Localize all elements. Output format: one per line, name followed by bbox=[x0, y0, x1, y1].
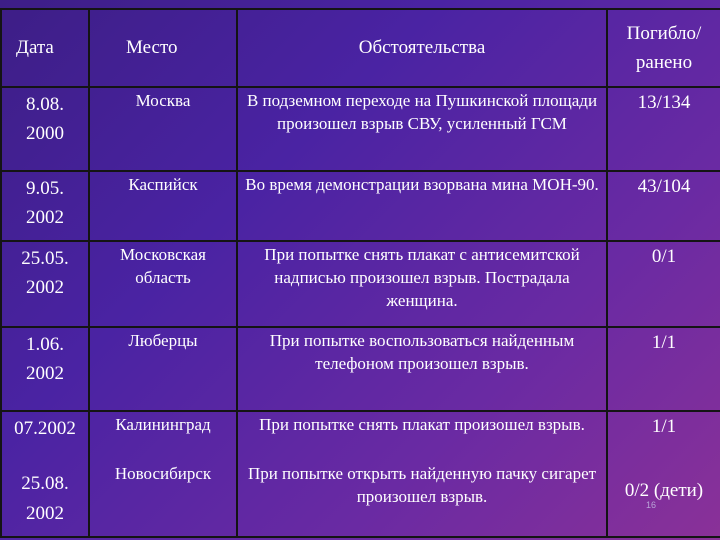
cell-casualties: 1/1 bbox=[651, 416, 677, 437]
header-circumstances: Обстоятельства bbox=[237, 9, 607, 87]
cell-place: Новосибирск bbox=[114, 463, 212, 483]
header-place: Место bbox=[89, 9, 237, 87]
cell-casualties: 0/1 bbox=[607, 241, 720, 327]
cell-date: 25.05. 2002 bbox=[1, 241, 89, 327]
cell-place-merged bbox=[89, 411, 237, 537]
cell-date: 8.08. 2000 bbox=[1, 87, 89, 171]
cell-date: 07.2002 bbox=[14, 418, 76, 439]
cell-date: 9.05. 2002 bbox=[1, 171, 89, 241]
cell-casualties: 13/134 bbox=[607, 87, 720, 171]
cell-circumstances: В подземном переходе на Пушкинской площади произошел взрыв СВУ, усиленный ГСМ bbox=[237, 87, 607, 171]
cell-place: Люберцы bbox=[89, 327, 237, 411]
table-row bbox=[1, 327, 720, 411]
cell-casualties: 43/104 bbox=[607, 171, 720, 241]
header-date: Дата bbox=[1, 9, 89, 87]
table-row bbox=[1, 171, 720, 241]
cell-circumstances: При попытке открыть найденную пачку сигарет произошел взрыв. bbox=[247, 463, 597, 506]
cell-date: 25.08. 2002 bbox=[21, 473, 69, 524]
table-row-merged bbox=[1, 411, 720, 537]
cell-place: Каспийск bbox=[89, 171, 237, 241]
cell-place: Калининград bbox=[115, 415, 211, 434]
cell-place: Московская область bbox=[89, 241, 237, 327]
cell-circumstances-merged bbox=[237, 411, 607, 537]
cell-circumstances: Во время демонстрации взорвана мина МОН-90. bbox=[237, 171, 607, 241]
cell-casualties-merged bbox=[607, 411, 720, 537]
cell-place: Москва bbox=[89, 87, 237, 171]
cell-circumstances: При попытке снять плакат произошел взрыв. bbox=[259, 415, 585, 434]
page-number: 16 bbox=[646, 500, 657, 510]
cell-casualties: 0/2 (дети) bbox=[624, 479, 704, 501]
table-row bbox=[1, 241, 720, 327]
cell-date-merged bbox=[1, 411, 89, 537]
incidents-table bbox=[0, 8, 720, 538]
cell-date: 1.06. 2002 bbox=[1, 327, 89, 411]
table-header-row bbox=[1, 9, 720, 87]
cell-circumstances: При попытке воспользоваться найденным телефоном произошел взрыв. bbox=[237, 327, 607, 411]
cell-circumstances: При попытке снять плакат с антисемитской надписью произошел взрыв. Пострадала женщина. bbox=[237, 241, 607, 327]
table-row bbox=[1, 87, 720, 171]
header-casualties: Погибло/ ранено bbox=[607, 9, 720, 87]
cell-casualties: 1/1 bbox=[607, 327, 720, 411]
